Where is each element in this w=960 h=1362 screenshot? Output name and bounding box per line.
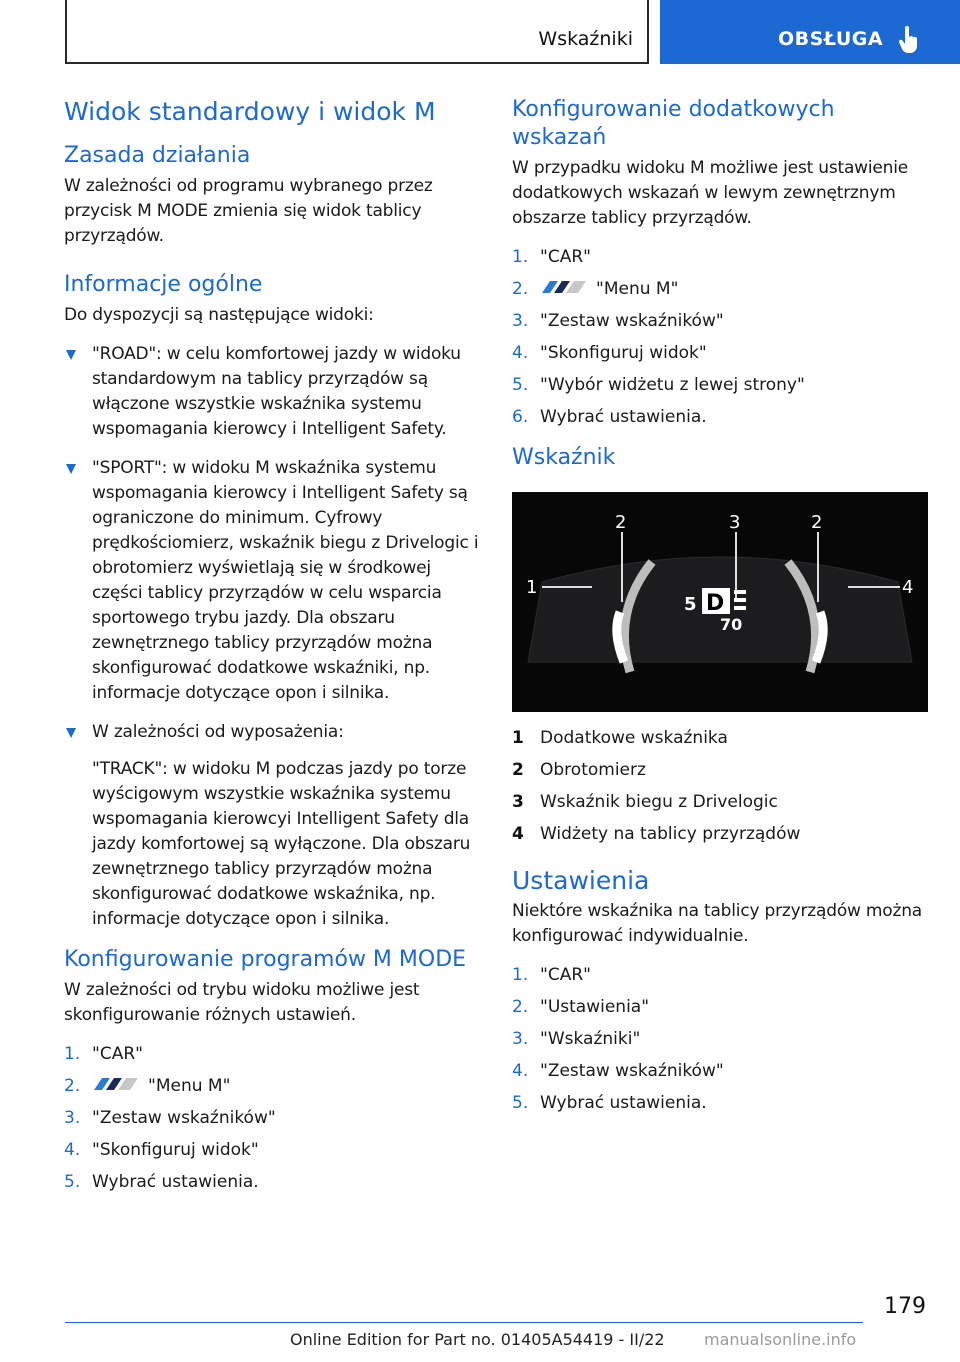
footer-watermark[interactable]: manualsonline.info [704,1330,857,1349]
callout-2-left: 2 [615,512,627,533]
gear-prefix: 5 [684,594,697,615]
m-menu-icon [540,280,588,294]
footer-divider [65,1322,863,1323]
header-section-box [65,0,649,64]
triangle-bullet-icon [66,350,76,360]
config-steps [64,1042,480,1195]
list-item: 3. "Wskaźniki" [512,1029,641,1049]
cluster-legend [512,726,928,847]
paragraph-extra: W przypadku widoku M możliwe jest ustawienie dodatkowych wskazań w lewym zewnętrznym obszarze tablicy przyrządów. [512,158,909,228]
list-item: 4. "Zestaw wskaźników" [512,1061,724,1081]
hand-pointer-icon [898,26,920,54]
extra-steps [512,245,928,430]
heading-settings: Ustawienia [512,866,650,895]
list-item: 5. "Wybór widżetu z lewej strony" [512,375,805,395]
list-item: 1 Dodatkowe wskaźnika [512,728,728,748]
list-item: "ROAD": w celu komfortowej jazdy w widoku standardowym na tablicy przyrządów są włączone wszystkie wskaźnika systemu wspomagania kierowcy i Intelligent Safety. [64,342,480,442]
callout-2-right: 2 [811,512,823,533]
list-item: 2. "Menu M" [512,279,679,299]
list-item: 1. "CAR" [512,247,591,267]
chapter-tab[interactable] [660,0,960,64]
list-item: 5. Wybrać ustawienia. [64,1172,259,1192]
list-item: W zależności od wyposażenia: "TRACK": w widoku M podczas jazdy po torze wyścigowym wszystkie wskaźnika systemu wspomagania kierowcyi Intelligent Safety dla jazdy komfortowej są wyłączone. Dla obszaru zewnętrznego tablicy przyrządów można skonfigurować dodatkowe wskaźnika, np. informacje dotyczące opon i silnika. [64,720,480,932]
list-item: 3. "Zestaw wskaźników" [64,1108,276,1128]
list-item-subtext: "TRACK": w widoku M podczas jazdy po torze wyścigowym wszystkie wskaźnika systemu wspomagania kierowcyi Intelligent Safety dla jazdy komfortowej są wyłączone. Dla obszaru zewnętrznego tablicy przyrządów można skonfigurować dodatkowe wskaźnika, np. informacje dotyczące opon i silnika. [92,759,471,929]
callout-4: 4 [902,577,914,598]
list-item: 3 Wskaźnik biegu z Drivelogic [512,792,778,812]
page-number: 179 [884,1294,926,1319]
list-item: 2. "Ustawienia" [512,997,650,1017]
left-column [64,96,480,1202]
list-item: 4. "Skonfiguruj widok" [512,343,707,363]
m-menu-icon [92,1077,140,1091]
list-item: 4 Widżety na tablicy przyrządów [512,824,801,844]
list-item: 1. "CAR" [64,1044,143,1064]
list-item: 4. "Skonfiguruj widok" [64,1140,259,1160]
section-title: Wskaźniki [538,28,633,50]
triangle-bullet-icon [66,464,76,474]
speed-display: 70 [720,615,743,634]
heading-indicator: Wskaźnik [512,445,616,470]
views-list [64,342,480,932]
list-item: "SPORT": w widoku M wskaźnika systemu wspomagania kierowcy i Intelligent Safety są ograniczone do minimum. Cyfrowy prędkościomierz, wskaźnik biegu z Drivelogic i obrotomierz wyświetlają się w środkowej części tablicy przyrządów w celu wsparcia sportowego trybu jazdy. Dla obszaru zewnętrznego tablicy przyrządów można skonfigurować dodatkowe wskaźniki, np. informacje dotyczące opon i silnika. [64,456,480,706]
list-item: 2. "Menu M" [64,1076,231,1096]
chapter-tab-label: OBSŁUGA [778,28,884,50]
settings-steps [512,963,928,1116]
right-column [512,96,928,1123]
list-item: 3. "Zestaw wskaźników" [512,311,724,331]
triangle-bullet-icon [66,728,76,738]
heading-general: Informacje ogólne [64,272,263,297]
list-item: 2 Obrotomierz [512,760,646,780]
heading-config: Konfigurowanie programów M MODE [64,947,467,972]
gear-display: D [706,591,725,616]
instrument-cluster-image [512,492,928,712]
callout-3: 3 [729,512,741,533]
paragraph-settings: Niektóre wskaźnika na tablicy przyrządów można konfigurować indywidualnie. [512,901,922,946]
list-item: 6. Wybrać ustawienia. [512,407,707,427]
paragraph-config: W zależności od trybu widoku możliwe jest skonfigurowanie różnych ustawień. [64,980,420,1025]
callout-1: 1 [526,577,538,598]
heading-extra: Konfigurowanie dodatkowych wskazań [512,97,835,150]
footer-edition: Online Edition for Part no. 01405A54419 - II/22 [290,1330,665,1349]
paragraph-principle: W zależności od programu wybranego przez przycisk M MODE zmienia się widok tablicy przyrządów. [64,176,433,246]
heading-principle: Zasada działania [64,143,251,168]
list-item: 5. Wybrać ustawienia. [512,1093,707,1113]
list-item: 1. "CAR" [512,965,591,985]
main-heading: Widok standardowy i widok M [64,97,436,126]
paragraph-general: Do dyspozycji są następujące widoki: [64,305,374,325]
